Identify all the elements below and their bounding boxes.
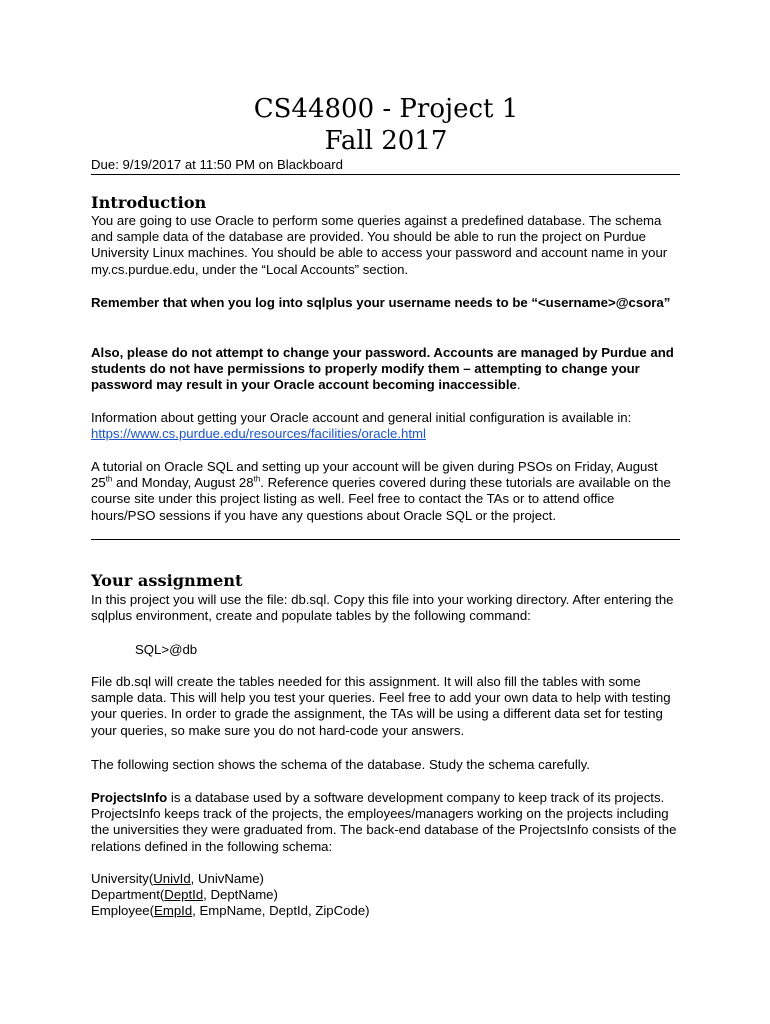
sql-command: SQL>@db bbox=[135, 642, 198, 657]
intro-paragraph: You are going to use Oracle to perform some queries against a predefined database. The schema and sample data of the database are provided. You should be able to run the project on Purdue University Linux machines. You should be able to access your password and account name in your my.cs.purdue.edu, under the “Local Accounts” section. bbox=[91, 213, 668, 277]
projectsinfo-paragraph bbox=[91, 790, 681, 855]
tutorial-text-c: . Reference queries covered during these tutorials are available on the course site under this project listing as well. Feel free to contact the TAs or to attend office hours/PSO sessions if you have any questions about Oracle SQL or the project. bbox=[91, 475, 671, 523]
schema-list bbox=[91, 871, 681, 920]
projectsinfo-name: ProjectsInfo bbox=[91, 790, 168, 805]
schema-intro: The following section shows the schema of the database. Study the schema carefully. bbox=[91, 757, 590, 772]
tutorial-paragraph bbox=[91, 459, 681, 524]
tutorial-text-b: and Monday, August 28 bbox=[112, 475, 254, 491]
dbsql-paragraph: File db.sql will create the tables needed for this assignment. It will also fill the tables with some sample data. This will help you test your queries. Feel free to add your own data to help with testing your queries. In order to grade the assignment, the TAs will be using a different data set for testing your queries, so make sure you do not hard-code your answers. bbox=[91, 674, 671, 738]
password-warning-end: . bbox=[516, 377, 521, 393]
section-divider bbox=[91, 539, 680, 540]
tutorial-text-a: A tutorial on Oracle SQL and setting up your account will be given during PSOs on Friday, August 25 bbox=[91, 459, 658, 491]
doc-title: CS44800 - Project 1 bbox=[253, 94, 519, 124]
primary-key: DeptId bbox=[164, 887, 204, 903]
username-note: Remember that when you log into sqlplus your username needs to be “<username>@csora” bbox=[91, 295, 671, 310]
due-date: Due: 9/19/2017 at 11:50 PM on Blackboard bbox=[91, 157, 680, 175]
schema-item-university: University(UnivId, UnivName) bbox=[91, 871, 264, 886]
assignment-heading: Your assignment bbox=[91, 571, 243, 590]
introduction-heading: Introduction bbox=[91, 193, 207, 212]
projectsinfo-desc: is a database used by a software development company to keep track of its projects. ProjectsInfo keeps track of the projects, the employees/managers working on the projects including the universities they were graduated from. The back-end database of the ProjectsInfo consists of the relations defined in the following schema: bbox=[91, 790, 677, 854]
oracle-info-link[interactable]: https://www.cs.purdue.edu/resources/facilities/oracle.html bbox=[91, 426, 426, 442]
tutorial-sup-1: th bbox=[105, 474, 113, 484]
password-warning-text: Also, please do not attempt to change your password. Accounts are managed by Purdue and students do not have permissions to properly modify them – attempting to change your password may result in your Oracle account becoming inaccessible bbox=[91, 345, 674, 393]
tutorial-sup-2: th bbox=[253, 474, 261, 484]
oracle-info bbox=[91, 410, 681, 442]
schema-item-department: Department(DeptId, DeptName) bbox=[91, 887, 278, 903]
schema-item-employee: Employee(EmpId, EmpName, DeptId, ZipCode) bbox=[91, 903, 370, 919]
password-warning bbox=[91, 345, 681, 394]
doc-subtitle: Fall 2017 bbox=[324, 126, 448, 156]
assignment-intro: In this project you will use the file: db.sql. Copy this file into your working directory. After entering the sqlplus environment, create and populate tables by the following command: bbox=[91, 592, 674, 624]
primary-key: EmpId bbox=[154, 903, 193, 919]
primary-key: UnivId bbox=[153, 871, 191, 886]
oracle-info-text: Information about getting your Oracle account and general initial configuration is available in: bbox=[91, 410, 632, 425]
